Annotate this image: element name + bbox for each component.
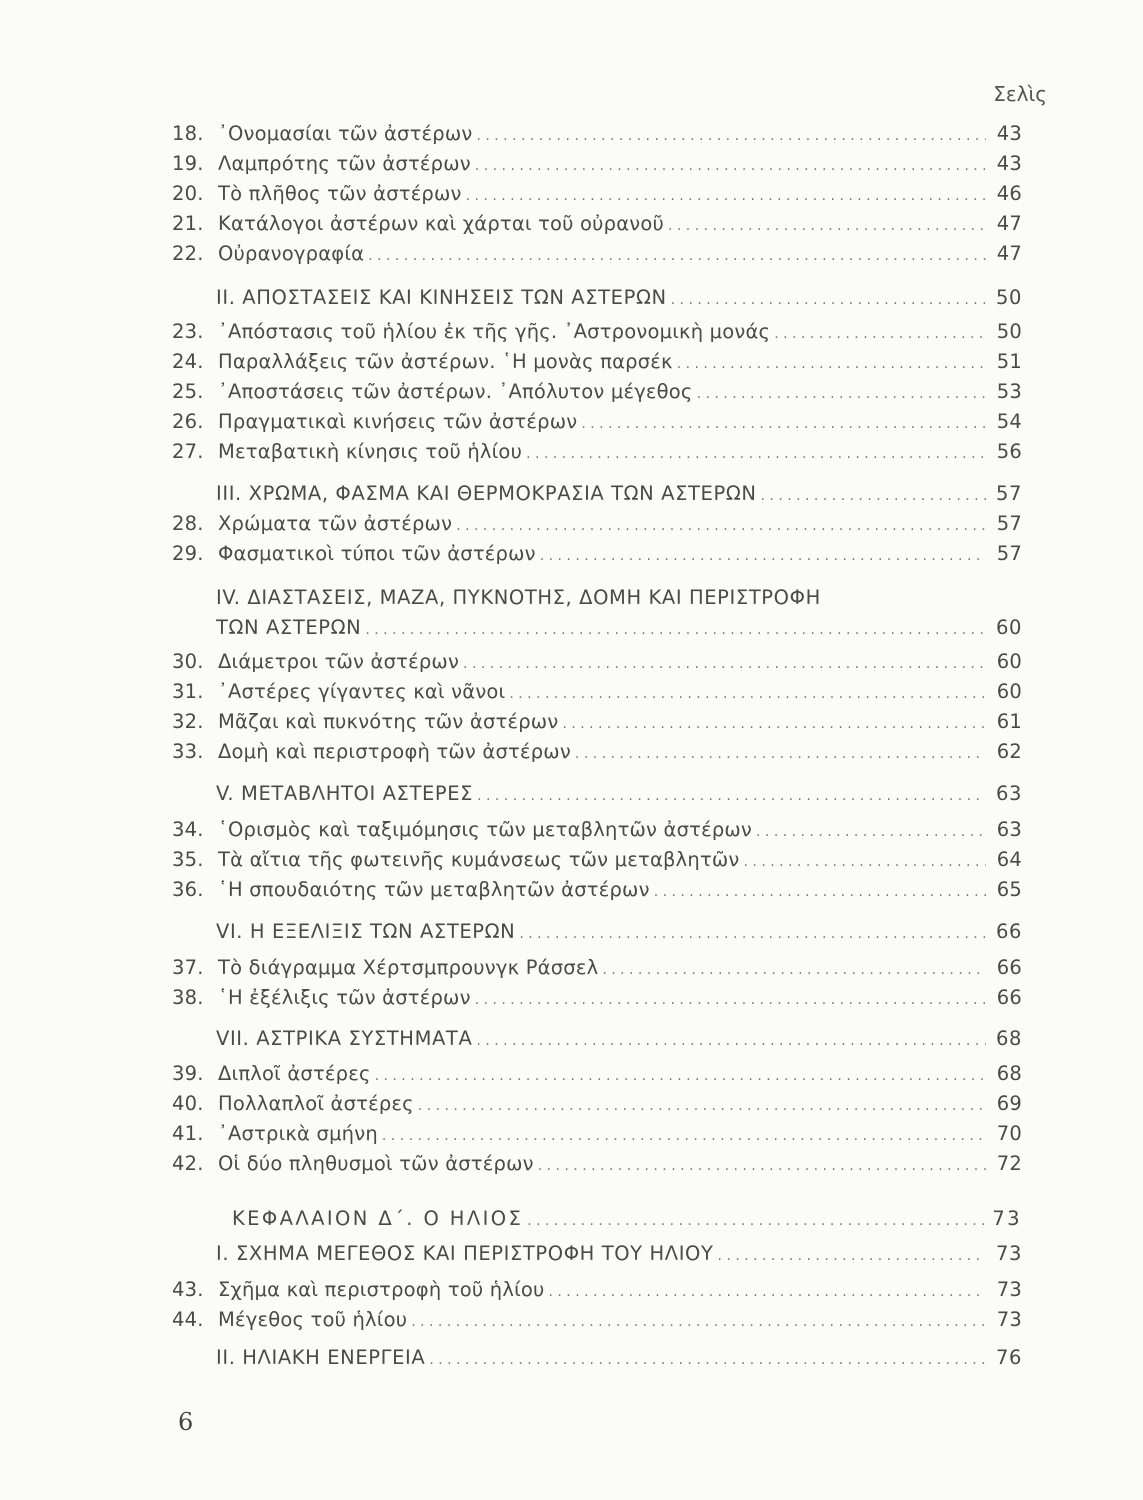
toc-item — [172, 1060, 1022, 1088]
toc-entry-number: 29. — [172, 542, 204, 565]
toc-entry-page: 69 — [996, 1092, 1022, 1115]
toc-entry-page: 51 — [996, 350, 1022, 373]
dot-leader — [527, 1207, 986, 1235]
toc-entry-number: 22. — [172, 242, 204, 265]
toc-entry-page: 43 — [996, 152, 1022, 175]
toc-section — [216, 780, 1022, 808]
dot-leader — [382, 1122, 986, 1150]
toc-entry-page: 63 — [996, 818, 1022, 841]
dot-leader — [697, 380, 986, 408]
toc-entry-title: Διάμετροι τῶν ἀστέρων — [218, 650, 460, 673]
toc-entry-number: 23. — [172, 320, 204, 343]
toc-entry-number: 19. — [172, 152, 204, 175]
toc-item — [172, 1306, 1022, 1334]
toc-entry-page: 73 — [995, 1242, 1022, 1265]
dot-leader — [526, 440, 986, 468]
toc-entry-title: Διπλοῖ ἀστέρες — [218, 1062, 371, 1085]
toc-entry-page: 63 — [995, 782, 1022, 805]
toc-entry-number: 20. — [172, 182, 204, 205]
dot-leader — [575, 740, 986, 768]
toc-entry-page: 57 — [995, 482, 1022, 505]
dot-leader — [668, 212, 986, 240]
toc-item — [172, 408, 1022, 436]
toc-entry-number: 40. — [172, 1092, 204, 1115]
toc-item — [172, 438, 1022, 466]
toc-entry-title: Τὸ διάγραμμα Χέρτσμπρουνγκ Ράσσελ — [218, 956, 599, 979]
toc-item — [172, 846, 1022, 874]
toc-entry-title: ΚΕΦΑΛΑΙΟΝ Δ΄. Ο ΗΛΙΟΣ — [232, 1207, 524, 1230]
toc-entry-number: 34. — [172, 818, 204, 841]
toc-entry-page: 72 — [996, 1152, 1022, 1175]
toc-entry-page: 50 — [996, 320, 1022, 343]
toc-entry-title: IV. ΔΙΑΣΤΑΣΕΙΣ, ΜΑΖΑ, ΠΥΚΝΟΤΗΣ, ΔΟΜΗ ΚΑΙ ΠΕΡΙΣΤΡΟΦΗ — [216, 586, 821, 609]
toc-entry-number: 27. — [172, 440, 204, 463]
toc-entry-page: 66 — [996, 986, 1022, 1009]
toc-entry-page: 54 — [996, 410, 1022, 433]
toc-item — [172, 378, 1022, 406]
toc-entry-title: V. ΜΕΤΑΒΛΗΤΟΙ ΑΣΤΕΡΕΣ — [216, 782, 474, 805]
toc-entry-number: 18. — [172, 122, 204, 145]
dot-leader — [429, 1346, 986, 1374]
dot-leader — [549, 1278, 987, 1306]
toc-chapter — [232, 1205, 1022, 1233]
toc-entry-number: 38. — [172, 986, 204, 1009]
toc-entry-title: Λαμπρότης τῶν ἀστέρων — [218, 152, 471, 175]
toc-item — [172, 240, 1022, 268]
toc-entry-title: Πραγματικαὶ κινήσεις τῶν ἀστέρων — [218, 410, 578, 433]
toc-entry-number: 25. — [172, 380, 204, 403]
toc-entry-title: VII. ΑΣΤΡΙΚΑ ΣΥΣΤΗΜΑΤΑ — [216, 1027, 473, 1050]
toc-entry-page: 43 — [996, 122, 1022, 145]
toc-entry-title: ΙΙΙ. ΧΡΩΜΑ, ΦΑΣΜΑ ΚΑΙ ΘΕΡΜΟΚΡΑΣΙΑ ΤΩΝ ΑΣΤΕΡΩΝ — [216, 482, 757, 505]
toc-entry-title: Ι. ΣΧΗΜΑ ΜΕΓΕΘΟΣ ΚΑΙ ΠΕΡΙΣΤΡΟΦΗ ΤΟΥ ΗΛΙΟΥ — [216, 1242, 714, 1265]
toc-entry-number: 26. — [172, 410, 204, 433]
toc-entry-number: 32. — [172, 710, 204, 733]
toc-entry-title: Τὰ αἴτια τῆς φωτεινῆς κυμάνσεως τῶν μεταβλητῶν — [218, 848, 740, 871]
toc-item — [172, 210, 1022, 238]
toc-entry-page: 60 — [996, 680, 1022, 703]
toc-entry-number: 43. — [172, 1278, 204, 1301]
toc-item — [172, 540, 1022, 568]
toc-item — [172, 1090, 1022, 1118]
toc-entry-number: 35. — [172, 848, 204, 871]
toc-item — [172, 180, 1022, 208]
toc-entry-title: ᾿Αποστάσεις τῶν ἀστέρων. ᾿Απόλυτον μέγεθος — [218, 380, 693, 403]
toc-item — [172, 1276, 1022, 1304]
toc-entry-title: ῾Η σπουδαιότης τῶν μεταβλητῶν ἀστέρων — [218, 878, 650, 901]
toc-entry-page: 64 — [996, 848, 1022, 871]
toc-entry-page: 47 — [996, 212, 1022, 235]
toc-item — [172, 954, 1022, 982]
toc-entry-number: 24. — [172, 350, 204, 373]
dot-leader — [411, 1308, 986, 1336]
toc-entry-page: 56 — [996, 440, 1022, 463]
dot-leader — [744, 848, 986, 876]
dot-leader — [774, 320, 986, 348]
toc-entry-page: 68 — [996, 1062, 1022, 1085]
toc-section — [216, 918, 1022, 946]
toc-section — [216, 1025, 1022, 1053]
toc-entry-number: 42. — [172, 1152, 204, 1175]
toc-entry-number: 37. — [172, 956, 204, 979]
toc-entry-title: Οἱ δύο πληθυσμοὶ τῶν ἀστέρων — [218, 1152, 534, 1175]
toc-entry-number: 28. — [172, 512, 204, 535]
toc-item — [172, 1120, 1022, 1148]
toc-entry-title: Φασματικοὶ τύποι τῶν ἀστέρων — [218, 542, 536, 565]
toc-section — [216, 584, 1022, 612]
dot-leader — [654, 878, 986, 906]
toc-item — [172, 708, 1022, 736]
toc-entry-title: Τὸ πλῆθος τῶν ἀστέρων — [218, 182, 462, 205]
toc-entry-title: ΤΩΝ ΑΣΤΕΡΩΝ — [216, 616, 362, 639]
toc-item — [172, 738, 1022, 766]
toc-section — [216, 1240, 1022, 1268]
dot-leader — [756, 818, 986, 846]
toc-entry-page: 66 — [995, 920, 1022, 943]
toc-entry-title: Οὐρανογραφία — [218, 242, 365, 265]
dot-leader — [540, 542, 986, 570]
dot-leader — [456, 512, 986, 540]
toc-item — [172, 1150, 1022, 1178]
toc-entry-title: ῾Η ἐξέλιξις τῶν ἀστέρων — [218, 986, 471, 1009]
column-header-page: Σελὶς — [993, 82, 1047, 106]
dot-leader — [475, 986, 986, 1014]
page-number: 6 — [178, 1408, 194, 1436]
toc-entry-number: 36. — [172, 878, 204, 901]
dot-leader — [718, 1242, 986, 1270]
toc-item — [172, 348, 1022, 376]
toc-entry-page: 73 — [992, 1207, 1022, 1230]
toc-section — [216, 284, 1022, 312]
toc-entry-page: 57 — [996, 542, 1022, 565]
dot-leader — [538, 1152, 986, 1180]
toc-entry-number: 44. — [172, 1308, 204, 1331]
toc-entry-page: 62 — [996, 740, 1022, 763]
toc-entry-title: ᾿Απόστασις τοῦ ἡλίου ἐκ τῆς γῆς. ᾿Αστρονομικὴ μονάς — [218, 320, 771, 343]
toc-entry-title: Μέγεθος τοῦ ἡλίου — [218, 1308, 408, 1331]
toc-section — [216, 480, 1022, 508]
dot-leader — [761, 482, 986, 510]
toc-entry-title: VI. Η ΕΞΕΛΙΞΙΣ ΤΩΝ ΑΣΤΕΡΩΝ — [216, 920, 516, 943]
toc-entry-title: Μεταβατικὴ κίνησις τοῦ ἡλίου — [218, 440, 523, 463]
toc-section — [216, 614, 1022, 642]
toc-entry-page: 73 — [996, 1278, 1022, 1301]
toc-item — [172, 150, 1022, 178]
toc-entry-title: ᾿Αστέρες γίγαντες καὶ νᾶνοι — [218, 680, 506, 703]
toc-entry-page: 66 — [996, 956, 1022, 979]
toc-entry-page: 53 — [996, 380, 1022, 403]
dot-leader — [375, 1062, 986, 1090]
toc-item — [172, 120, 1022, 148]
dot-leader — [466, 182, 986, 210]
toc-entry-page: 46 — [996, 182, 1022, 205]
toc-entry-page: 70 — [996, 1122, 1022, 1145]
toc-entry-title: ΙΙ. ΑΠΟΣΤΑΣΕΙΣ ΚΑΙ ΚΙΝΗΣΕΙΣ ΤΩΝ ΑΣΤΕΡΩΝ — [216, 286, 667, 309]
toc-entry-page: 60 — [995, 616, 1022, 639]
dot-leader — [475, 152, 986, 180]
toc-entry-number: 39. — [172, 1062, 204, 1085]
dot-leader — [509, 680, 986, 708]
toc-item — [172, 678, 1022, 706]
toc-entry-number: 41. — [172, 1122, 204, 1145]
toc-entry-number: 31. — [172, 680, 204, 703]
dot-leader — [477, 782, 986, 810]
toc-entry-page: 50 — [995, 286, 1022, 309]
toc-entry-page: 47 — [996, 242, 1022, 265]
dot-leader — [602, 956, 986, 984]
toc-entry-number: 33. — [172, 740, 204, 763]
dot-leader — [368, 242, 986, 270]
toc-entry-page: 73 — [996, 1308, 1022, 1331]
toc-entry-title: Παραλλάξεις τῶν ἀστέρων. ῾Η μονὰς παρσέκ — [218, 350, 673, 373]
toc-item — [172, 510, 1022, 538]
dot-leader — [476, 122, 986, 150]
toc-item — [172, 876, 1022, 904]
dot-leader — [476, 1027, 986, 1055]
dot-leader — [519, 920, 986, 948]
toc-entry-title: ᾿Αστρικὰ σμήνη — [218, 1122, 378, 1145]
toc-item — [172, 816, 1022, 844]
dot-leader — [562, 710, 986, 738]
toc-entry-page: 61 — [996, 710, 1022, 733]
toc-entry-title: Δομὴ καὶ περιστροφὴ τῶν ἀστέρων — [218, 740, 571, 763]
dot-leader — [463, 650, 986, 678]
toc-entry-title: Πολλαπλοῖ ἀστέρες — [218, 1092, 414, 1115]
toc-entry-page: 76 — [995, 1346, 1022, 1369]
dot-leader — [581, 410, 986, 438]
toc-entry-title: ΙΙ. ΗΛΙΑΚΗ ΕΝΕΡΓΕΙΑ — [216, 1346, 426, 1369]
toc-entry-number: 21. — [172, 212, 204, 235]
dot-leader — [365, 616, 986, 644]
toc-entry-page: 65 — [996, 878, 1022, 901]
toc-entry-title: Μᾶζαι καὶ πυκνότης τῶν ἀστέρων — [218, 710, 559, 733]
toc-section — [216, 1344, 1022, 1372]
toc-entry-page: 68 — [995, 1027, 1022, 1050]
toc-entry-title: Χρώματα τῶν ἀστέρων — [218, 512, 453, 535]
toc-entry-page: 57 — [996, 512, 1022, 535]
toc-entry-page: 60 — [996, 650, 1022, 673]
dot-leader — [418, 1092, 986, 1120]
toc-entry-title: Κατάλογοι ἀστέρων καὶ χάρται τοῦ οὐρανοῦ — [218, 212, 664, 235]
toc-item — [172, 318, 1022, 346]
toc-entry-title: ῾Ορισμὸς καὶ ταξιμόμησις τῶν μεταβλητῶν ἀστέρων — [218, 818, 753, 841]
toc-item — [172, 984, 1022, 1012]
toc-entry-number: 30. — [172, 650, 204, 673]
toc-item — [172, 648, 1022, 676]
dot-leader — [677, 350, 986, 378]
dot-leader — [671, 286, 986, 314]
toc-entry-title: Σχῆμα καὶ περιστροφὴ τοῦ ἡλίου — [218, 1278, 545, 1301]
toc-entry-title: ᾿Ονομασίαι τῶν ἀστέρων — [218, 122, 473, 145]
